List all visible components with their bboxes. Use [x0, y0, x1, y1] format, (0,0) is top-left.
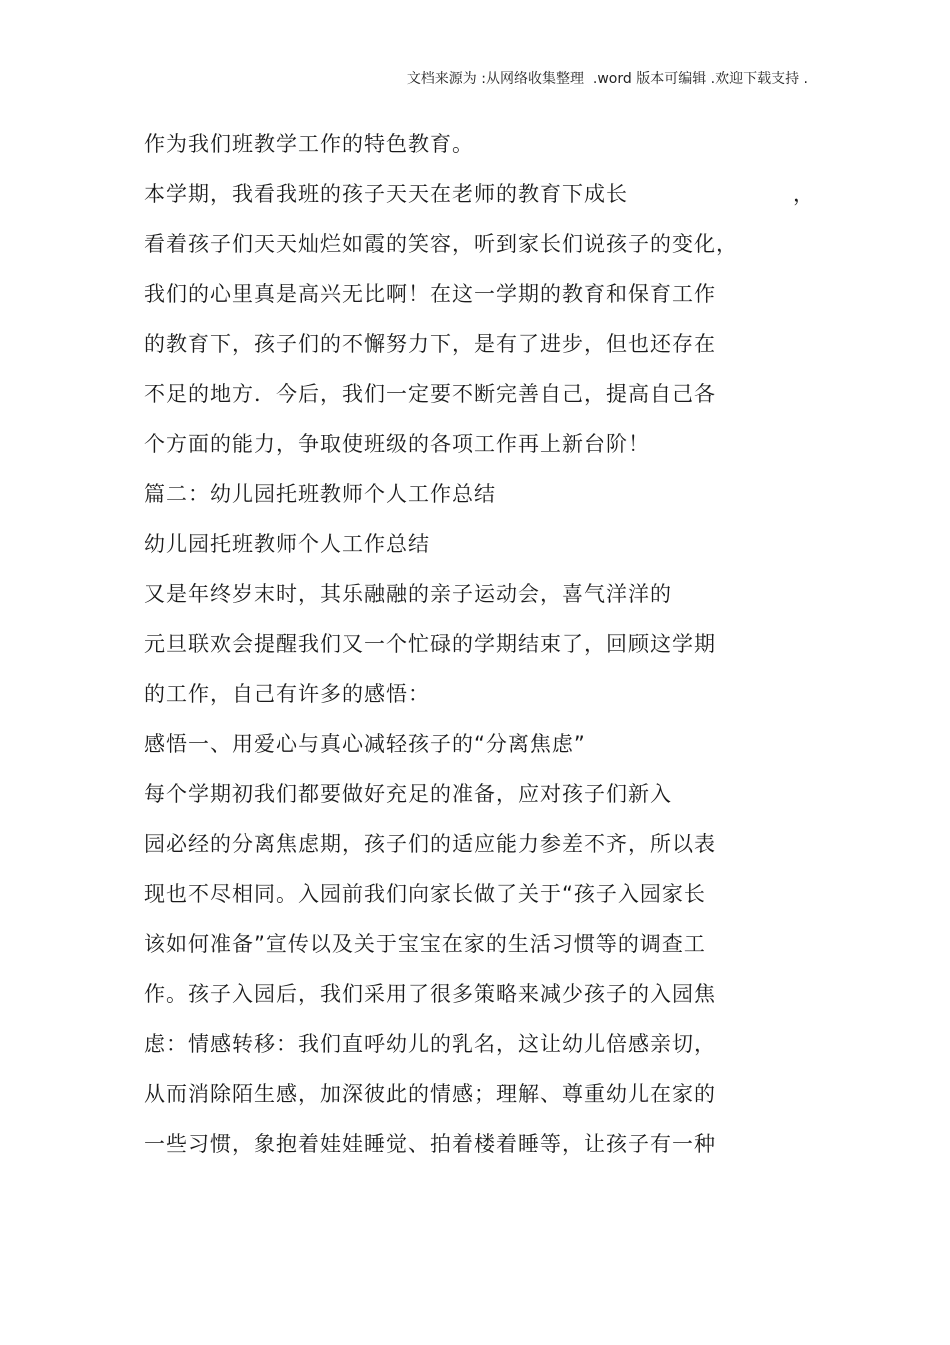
text-line: 看着孩子们天天灿烂如霞的笑容，听到家长们说孩子的变化，: [144, 232, 738, 256]
text-line: 又是年终岁末时，其乐融融的亲子运动会，喜气洋洋的: [144, 582, 672, 606]
text-line: 一些习惯，象抱着娃娃睡觉、拍着楼着睡等，让孩子有一种: [144, 1132, 716, 1156]
text-line: 园必经的分离焦虑期，孩子们的适应能力参差不齐，所以表: [144, 832, 716, 856]
text-line: 个方面的能力，争取使班级的各项工作再上新台阶！: [144, 432, 650, 456]
subsection-heading: 感悟一、用爱心与真心减轻孩子的“分离焦虑”: [144, 732, 586, 756]
document-source-header: 文档来源为 :从网络收集整理 .word 版本可编辑 .欢迎下载支持 .: [406, 71, 808, 87]
text-line: 虑：情感转移：我们直呼幼儿的乳名，这让幼儿倍感亲切，: [144, 1032, 716, 1056]
text-line: 从而消除陌生感，加深彼此的情感；理解、尊重幼儿在家的: [144, 1082, 716, 1106]
text-line: 元旦联欢会提醒我们又一个忙碌的学期结束了，回顾这学期: [144, 632, 716, 656]
text-line: 的工作，自己有许多的感悟：: [144, 682, 430, 706]
text-line: 不足的地方．今后，我们一定要不断完善自己，提高自己各: [144, 382, 716, 406]
text-line: 本学期，我看我班的孩子天天在老师的教育下成长: [144, 182, 628, 206]
text-line: 每个学期初我们都要做好充足的准备，应对孩子们新入: [144, 782, 672, 806]
article-title: 幼儿园托班教师个人工作总结: [144, 532, 430, 556]
text-line: 现也不尽相同。入园前我们向家长做了关于“孩子入园家长: [144, 882, 706, 906]
text-line: 的教育下，孩子们的不懈努力下，是有了进步，但也还存在: [144, 332, 716, 356]
text-line: 该如何准备”宣传以及关于宝宝在家的生活习惯等的调查工: [144, 932, 706, 956]
text-line: 我们的心里真是高兴无比啊！在这一学期的教育和保育工作: [144, 282, 716, 306]
text-line: 作。孩子入园后，我们采用了很多策略来减少孩子的入园焦: [144, 982, 716, 1006]
trailing-comma: ，: [793, 182, 814, 206]
text-line: 作为我们班教学工作的特色教育。: [144, 132, 474, 156]
section-heading: 篇二：幼儿园托班教师个人工作总结: [144, 482, 496, 506]
